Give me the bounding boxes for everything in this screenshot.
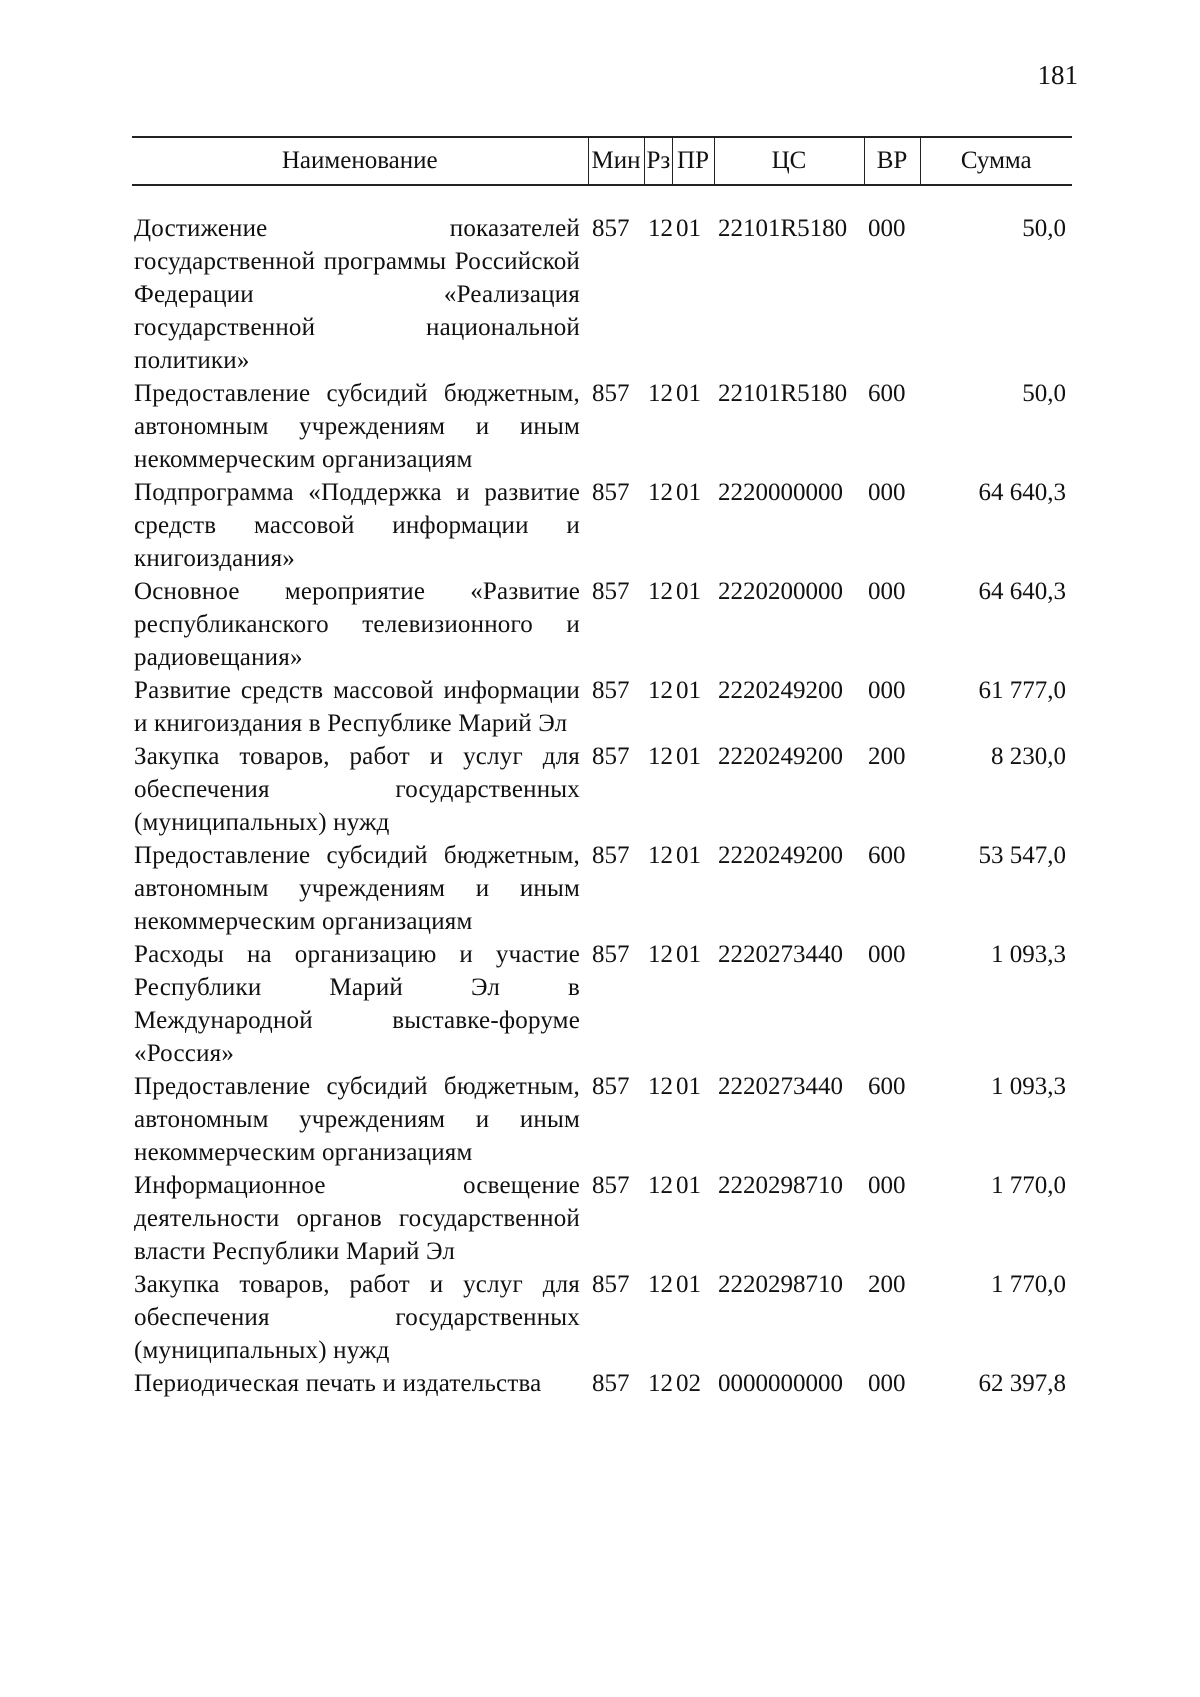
row-name: Предоставление субсидий бюджетным, автономным учреждениям и иным некоммерческим организациям xyxy=(134,380,580,473)
row-min: 857 xyxy=(592,380,630,407)
row-pr: 01 xyxy=(676,578,701,605)
table-row xyxy=(132,575,1072,674)
row-cs: 2220249200 xyxy=(718,677,843,704)
row-sum: 1 093,3 xyxy=(991,941,1066,968)
row-pr: 01 xyxy=(676,743,701,770)
row-vr: 000 xyxy=(868,215,906,242)
budget-table xyxy=(132,136,1072,1400)
row-vr: 000 xyxy=(868,578,906,605)
table-row xyxy=(132,674,1072,740)
row-pr: 01 xyxy=(676,380,701,407)
row-name: Периодическая печать и издательства xyxy=(134,1370,542,1397)
row-rz: 12 xyxy=(648,941,673,968)
table-row xyxy=(132,839,1072,938)
row-name: Достижение показателей государственной программы Российской Федерации «Реализация государственной национальной политики» xyxy=(134,215,580,374)
row-pr: 01 xyxy=(676,479,701,506)
row-min: 857 xyxy=(592,677,630,704)
row-pr: 01 xyxy=(676,215,701,242)
table-row xyxy=(132,938,1072,1070)
row-name: Информационное освещение деятельности органов государственной власти Республики Марий Эл xyxy=(134,1172,580,1265)
row-min: 857 xyxy=(592,842,630,869)
row-vr: 000 xyxy=(868,1172,906,1199)
row-cs: 2220273440 xyxy=(718,1073,843,1100)
row-min: 857 xyxy=(592,1370,630,1397)
table-row xyxy=(132,1268,1072,1367)
row-name: Закупка товаров, работ и услуг для обеспечения государственных (муниципальных) нужд xyxy=(134,1271,580,1364)
row-pr: 01 xyxy=(676,1271,701,1298)
table-row xyxy=(132,1169,1072,1268)
row-cs: 0000000000 xyxy=(718,1370,843,1397)
row-name: Подпрограмма «Поддержка и развитие средств массовой информации и книгоиздания» xyxy=(134,479,580,572)
row-sum: 1 770,0 xyxy=(991,1271,1066,1298)
row-vr: 200 xyxy=(868,743,906,770)
header-sum: Сумма xyxy=(920,137,1072,185)
row-pr: 01 xyxy=(676,941,701,968)
table-row xyxy=(132,740,1072,839)
row-sum: 64 640,3 xyxy=(978,578,1066,605)
row-cs: 2220273440 xyxy=(718,941,843,968)
header-min: Мин xyxy=(588,137,644,185)
row-rz: 12 xyxy=(648,842,673,869)
page-number: 181 xyxy=(1037,60,1078,90)
header-cs: ЦС xyxy=(714,137,864,185)
header-spacer xyxy=(132,185,1072,212)
row-sum: 53 547,0 xyxy=(978,842,1066,869)
row-rz: 12 xyxy=(648,677,673,704)
table-row xyxy=(132,1367,1072,1400)
row-cs: 22101R5180 xyxy=(718,215,848,242)
row-sum: 1 093,3 xyxy=(991,1073,1066,1100)
row-rz: 12 xyxy=(648,215,673,242)
row-name: Предоставление субсидий бюджетным, автономным учреждениям и иным некоммерческим организациям xyxy=(134,1073,580,1166)
header-vr: ВР xyxy=(864,137,920,185)
row-cs: 2220298710 xyxy=(718,1271,843,1298)
row-vr: 600 xyxy=(868,380,906,407)
row-min: 857 xyxy=(592,1271,630,1298)
row-rz: 12 xyxy=(648,1073,673,1100)
row-sum: 61 777,0 xyxy=(978,677,1066,704)
row-vr: 000 xyxy=(868,479,906,506)
row-rz: 12 xyxy=(648,479,673,506)
row-vr: 000 xyxy=(868,1370,906,1397)
row-sum: 62 397,8 xyxy=(978,1370,1066,1397)
row-vr: 600 xyxy=(868,842,906,869)
row-cs: 2220249200 xyxy=(718,743,843,770)
row-min: 857 xyxy=(592,1073,630,1100)
row-pr: 01 xyxy=(676,1172,701,1199)
row-min: 857 xyxy=(592,578,630,605)
table-header xyxy=(132,137,1072,185)
table-row xyxy=(132,212,1072,377)
row-vr: 600 xyxy=(868,1073,906,1100)
row-rz: 12 xyxy=(648,380,673,407)
row-rz: 12 xyxy=(648,1370,673,1397)
row-pr: 01 xyxy=(676,842,701,869)
row-min: 857 xyxy=(592,941,630,968)
row-cs: 22101R5180 xyxy=(718,380,848,407)
row-vr: 200 xyxy=(868,1271,906,1298)
row-sum: 50,0 xyxy=(1022,215,1066,242)
header-pr: ПР xyxy=(672,137,714,185)
row-cs: 2220000000 xyxy=(718,479,843,506)
table-row xyxy=(132,476,1072,575)
row-name: Развитие средств массовой информации и книгоиздания в Республике Марий Эл xyxy=(134,677,580,737)
row-vr: 000 xyxy=(868,677,906,704)
row-cs: 2220200000 xyxy=(718,578,843,605)
row-rz: 12 xyxy=(648,578,673,605)
row-pr: 01 xyxy=(676,677,701,704)
row-min: 857 xyxy=(592,1172,630,1199)
row-min: 857 xyxy=(592,743,630,770)
row-cs: 2220298710 xyxy=(718,1172,843,1199)
row-sum: 50,0 xyxy=(1022,380,1066,407)
row-name: Предоставление субсидий бюджетным, автономным учреждениям и иным некоммерческим организациям xyxy=(134,842,580,935)
table-row xyxy=(132,1070,1072,1169)
row-cs: 2220249200 xyxy=(718,842,843,869)
row-sum: 8 230,0 xyxy=(991,743,1066,770)
table-body xyxy=(132,185,1072,1400)
row-sum: 64 640,3 xyxy=(978,479,1066,506)
row-pr: 02 xyxy=(676,1370,701,1397)
table-row xyxy=(132,377,1072,476)
row-vr: 000 xyxy=(868,941,906,968)
row-name: Основное мероприятие «Развитие республиканского телевизионного и радиовещания» xyxy=(134,578,580,671)
row-min: 857 xyxy=(592,479,630,506)
row-pr: 01 xyxy=(676,1073,701,1100)
header-name: Наименование xyxy=(132,137,588,185)
row-sum: 1 770,0 xyxy=(991,1172,1066,1199)
row-rz: 12 xyxy=(648,743,673,770)
row-min: 857 xyxy=(592,215,630,242)
header-rz: Рз xyxy=(644,137,672,185)
row-name: Закупка товаров, работ и услуг для обеспечения государственных (муниципальных) нужд xyxy=(134,743,580,836)
row-name: Расходы на организацию и участие Республики Марий Эл в Международной выставке-форуме «Россия» xyxy=(134,941,580,1067)
row-rz: 12 xyxy=(648,1271,673,1298)
row-rz: 12 xyxy=(648,1172,673,1199)
